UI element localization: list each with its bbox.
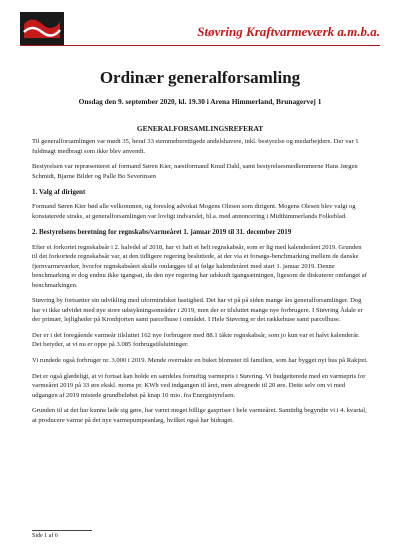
company-logo-icon — [20, 12, 64, 46]
company-name: Støvring Kraftvarmeværk a.m.b.a. — [197, 24, 380, 39]
item-2-paragraph: Støvring by fortsætter sin udvikling med uformindsket hastighed. Det har vi på på siden mange års generalforsamlinger. Dog har vi ikke udvidet med nye store udstykningsområder i 2019, men der er tilsluttet mange nye forbrugere. I Støvring Ådale er der primær, lejligheder på Kronhjorten samt parcelhuse i området. I Hele Støvring er det rækkehuse samt parcelhuse. — [32, 297, 363, 324]
document-title: Ordinær generalforsamling — [99, 68, 301, 87]
meeting-date-location: Onsdag den 9. september 2020, kl. 19.30 i Arena Himmerland, Brunagervej 1 — [78, 97, 322, 106]
item-1-paragraph: Formand Søren Kier bød alle velkommen, og foreslog advokat Mogens Olesen som dirigent. Mogens Olesen blev valgt og konstaterede straks, at generalforsamlingen var lovligt indvarslet, bl.a. med annoncering i Midthimmerlands Folkeblad. — [32, 203, 356, 220]
item-2-paragraph: Grunden til at det har kunne lade sig gøre, har været meget billige gaspriser i hele varmeåret. Samtidig begyndte vi i 4. kvartal, at producere varme på det nye varmepumpeanlæg, hvilket også har bidraget. — [32, 407, 367, 424]
document-body — [32, 137, 368, 431]
section-title: GENERALFORSAMLINGSREFERAT — [136, 124, 264, 133]
page-number: Side 1 af 6 — [32, 533, 58, 539]
header-rule — [20, 45, 380, 46]
item-1-heading: 1. Valg af dirigent — [32, 188, 86, 197]
item-2-paragraph: Vi rundede også forbruger nr. 3.000 i 2019. Mende overrakte en buket blomster til familien, som har bygget nyt hus på Rakjret. — [32, 357, 368, 365]
item-2-paragraph: Det er også glædeligt, at vi fortsat kan holde en særdeles fornuftig varmepris i Støvring. Vi budgetterede med en varmepris for varmeåret 2019 på 33 øre ekskl. moms pr. KWh ved indgangen til året, men afregnede til 20 øre. Dette selv om vi med udgangen af 2019 mistede grundbeløbet på knap 10 mio. fra Energistyrelsen. — [32, 372, 366, 399]
item-2-heading: 2. Bestyrelsens beretning for regnskabs/varmeåret 1. januar 2019 til 31. december 2019 — [32, 228, 292, 237]
board-paragraph: Bestyrelsen var repræsenteret af formand Søren Kier, næstformand Knud Dahl, samt bestyrelsesmedlemmerne Hans Jørgen Schmidt, Bjarne Bilder og Palle Bo Severinsen — [32, 163, 358, 180]
footer-rule — [32, 530, 92, 531]
item-2-paragraph: Der er i det foregående varmeår tilsluttet 162 nye forbrugere med 88.1 tåkte regnskabsår, som jo kun var et halvt kalenderår. Det betyder, at vi nu er oppe på 3.085 forbrugstilslutninger. — [32, 331, 360, 349]
item-2-paragraph: Efter et forkortet regnskabsår i 2. halvdel af 2018, har vi haft et helt regnskabsår, som er lig med kalenderåret 2019. Grunden til det forkortede regnskabsår var, at den tidligere regering besluttede, at der via et forsøgs-benchmarking mellem de danske fjernvarmeværker, hvorfor regnskabsåret skulle omlægges til at følge kalenderåret med start 1. januar 2019. Denne benchmarking er dog endnu ikke igangsat, da den nye regering har udskudt igangsætningen, ligesom de diskuterer omfanget af benchmarkingen. — [32, 243, 367, 289]
attendance-paragraph: Til generalforsamlingen var mødt 35, heraf 33 stemmeberettigede andelshavere, inkl. bestyrelse og medarbejdere. Der var 1 fuldmagt medbragt som ikke blev anvendt. — [32, 138, 359, 155]
